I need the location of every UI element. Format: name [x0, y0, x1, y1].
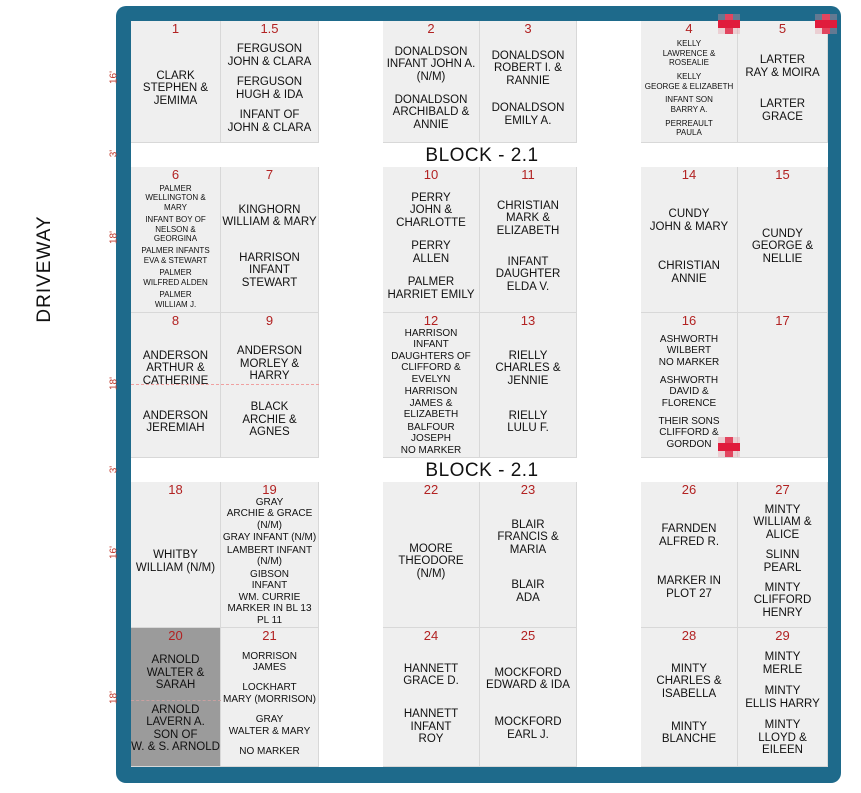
plot-entries	[221, 496, 318, 627]
plot-entries	[131, 642, 220, 766]
plot-5	[738, 21, 828, 143]
row-divider-dash	[131, 384, 319, 385]
burial-entry: PERREAULT PAULA	[665, 118, 713, 138]
plot-1	[131, 21, 221, 143]
burial-entry: MINTY LLOYD & EILEEN	[758, 719, 807, 757]
plot-number: 15	[775, 167, 790, 182]
plot-entries	[131, 496, 220, 627]
burial-entry: WHITBY WILLIAM (N/M)	[135, 549, 216, 574]
burial-entry: DONALDSON ARCHIBALD & ANNIE	[392, 93, 470, 131]
plot-entries	[641, 642, 737, 766]
burial-entry: LARTER GRACE	[759, 98, 806, 123]
burial-entry: MINTY BLANCHE	[661, 720, 717, 745]
plot-number: 26	[681, 482, 697, 497]
burial-entry: INFANT SON BARRY A.	[665, 95, 713, 114]
burial-entry: MARKER IN PLOT 27	[657, 575, 721, 600]
plot-number: 4	[685, 21, 693, 36]
plot-entries	[383, 327, 479, 457]
plot-number: 17	[775, 313, 790, 328]
burial-entry: ANDERSON MORLEY & HARRY	[236, 345, 303, 383]
plot-11	[480, 167, 577, 313]
burial-entry: PERRY ALLEN	[411, 240, 451, 265]
plot-entries	[738, 35, 827, 142]
burial-entry: DONALDSON ROBERT I. & RANNIE	[491, 49, 565, 87]
burial-entry: ASHWORTH DAVID & FLORENCE	[659, 374, 719, 409]
plot-entries	[221, 181, 318, 312]
burial-entry: PERRY JOHN & CHARLOTTE	[396, 191, 466, 229]
plot-number: 11	[521, 167, 535, 182]
plot-entries	[480, 327, 576, 457]
burial-entry: HANNETT GRACE D.	[403, 662, 459, 687]
plot-number: 22	[423, 482, 439, 497]
dimension-row-1: 16'	[108, 70, 120, 85]
burial-entry: KELLY LAWRENCE & ROSEALIE	[662, 39, 716, 68]
burial-entry: LOCKHART MARY (MORRISON)	[223, 682, 316, 705]
plot-entries	[131, 181, 220, 312]
burial-entry: PALMER WILFRED ALDEN	[143, 268, 208, 287]
plot-entries	[383, 642, 479, 766]
cross-marker-icon	[718, 437, 740, 457]
burial-entry: HANNETT INFANT ROY	[403, 708, 459, 745]
plot-3	[480, 21, 577, 143]
burial-entry: GRAY WALTER & MARY	[228, 714, 311, 737]
burial-entry: ANDERSON JEREMIAH	[142, 409, 209, 434]
plot-6	[131, 167, 221, 313]
plot-18	[131, 482, 221, 628]
plot-20	[131, 628, 221, 767]
plot-number: 18	[168, 482, 183, 497]
plot-entries	[738, 181, 827, 312]
burial-entry: BLAIR ADA	[511, 579, 545, 604]
burial-entry: ARNOLD LAVERN A. SON OF W. & S. ARNOLD	[131, 703, 220, 754]
plot-number: 8	[171, 313, 180, 328]
plot-entries	[383, 496, 479, 627]
burial-entry: MINTY ELLIS HARRY	[745, 685, 820, 710]
burial-entry: MINTY WILLIAM & ALICE	[753, 503, 812, 541]
plot-10	[383, 167, 480, 313]
burial-entry: INFANT DAUGHTER ELDA V.	[495, 255, 561, 293]
burial-entry: RIELLY CHARLES & JENNIE	[495, 349, 561, 387]
plot-entries	[221, 327, 318, 457]
burial-entry: RIELLY LULU F.	[507, 409, 549, 434]
burial-entry: PALMER WELLINGTON & MARY	[145, 183, 206, 212]
plot-number: 1	[171, 21, 180, 36]
plot-entries	[480, 35, 576, 142]
burial-entry: DONALDSON EMILY A.	[491, 102, 565, 127]
plot-number: 19	[262, 482, 277, 497]
plot-entries	[221, 35, 318, 142]
plot-entries	[480, 642, 576, 766]
plot-23	[480, 482, 577, 628]
burial-entry: FARNDEN ALFRED R.	[658, 523, 720, 548]
burial-entry: MINTY CHARLES & ISABELLA	[656, 662, 722, 700]
burial-entry: PALMER INFANTS EVA & STEWART	[141, 246, 210, 265]
burial-entry: PALMER WILLIAM J.	[154, 290, 197, 309]
driveway-label: DRIVEWAY	[34, 215, 55, 323]
plot-13	[480, 313, 577, 458]
burial-entry: BLAIR FRANCIS & MARIA	[497, 518, 559, 556]
plot-number: 13	[520, 313, 536, 328]
plot-entries	[383, 181, 479, 312]
plot-9	[221, 313, 319, 458]
dimension-row-2: 18'	[108, 230, 120, 245]
plot-number: 10	[423, 167, 439, 182]
plot-24	[383, 628, 480, 767]
burial-entry: NO MARKER	[239, 745, 300, 757]
plot-entries	[738, 642, 827, 766]
burial-entry: CUNDY JOHN & MARY	[649, 208, 729, 233]
burial-entry: KELLY GEORGE & ELIZABETH	[644, 72, 734, 91]
burial-entry: HARRISON INFANT DAUGHTERS OF CLIFFORD & EVELYN	[391, 327, 471, 385]
burial-entry: FERGUSON JOHN & CLARA	[227, 43, 312, 68]
burial-entry: ARNOLD WALTER & SARAH	[146, 654, 205, 692]
plot-8	[131, 313, 221, 458]
block-label-lower: BLOCK - 2.1	[425, 460, 539, 481]
burial-entry: CHRISTIAN MARK & ELIZABETH	[496, 199, 560, 237]
burial-entry: ASHWORTH WILBERT NO MARKER	[658, 333, 720, 368]
burial-entry: KINGHORN WILLIAM & MARY	[222, 203, 317, 229]
plot-27	[738, 482, 828, 628]
plot-2	[383, 21, 480, 143]
burial-entry: LARTER RAY & MOIRA	[745, 54, 820, 79]
burial-entry: DONALDSON INFANT JOHN A. (N/M)	[386, 45, 476, 83]
plot-entries	[738, 496, 827, 627]
burial-entry: MINTY CLIFFORD HENRY	[753, 581, 812, 619]
dimension-row-3: 18'	[108, 376, 120, 391]
burial-entry: CUNDY GEORGE & NELLIE	[751, 227, 814, 265]
plot-number: 20	[168, 628, 183, 643]
plot-25	[480, 628, 577, 767]
plot-12	[383, 313, 480, 458]
plot-number: 5	[778, 21, 787, 36]
plot-number: 29	[775, 628, 790, 643]
burial-entry: BLACK ARCHIE & AGNES	[242, 401, 297, 439]
burial-entry: MOORE THEODORE (N/M)	[398, 542, 464, 580]
plot-entries	[641, 35, 737, 142]
dimension-row-5: 18'	[108, 690, 120, 705]
burial-entry: INFANT OF JOHN & CLARA	[227, 109, 312, 134]
burial-entry: MOCKFORD EDWARD & IDA	[486, 666, 570, 692]
plot-1-5	[221, 21, 319, 143]
plot-7	[221, 167, 319, 313]
burial-entry: THEIR SONS CLIFFORD & GORDON	[658, 415, 720, 450]
burial-entry: HARRISON INFANT STEWART	[239, 251, 300, 289]
burial-entry: GRAY INFANT (N/M)	[222, 532, 317, 544]
cross-marker-icon	[718, 14, 740, 34]
burial-entry: FERGUSON HUGH & IDA	[235, 76, 304, 101]
plot-number: 3	[524, 21, 532, 36]
burial-entry: LAMBERT INFANT (N/M)	[226, 544, 313, 568]
dimension-row-4: 16'	[108, 545, 120, 560]
plot-21	[221, 628, 319, 767]
burial-entry: PALMER HARRIET EMILY	[387, 276, 475, 301]
burial-entry: INFANT BOY OF NELSON & GEORGINA	[145, 215, 206, 244]
plot-number: 14	[681, 167, 697, 182]
plot-number: 23	[520, 482, 536, 497]
plot-number: 1.5	[260, 21, 279, 36]
burial-entry: MOCKFORD EARL J.	[494, 716, 562, 741]
burial-entry: GIBSON INFANT WM. CURRIE MARKER IN BL 13 PL 11	[227, 568, 312, 626]
burial-entry: CHRISTIAN ANNIE	[658, 260, 720, 285]
plot-entries	[131, 35, 220, 142]
plot-15	[738, 167, 828, 313]
burial-entry: MORRISON JAMES	[242, 650, 297, 674]
dimension-aisle-2: 3'	[108, 465, 120, 474]
plot-22	[383, 482, 480, 628]
plot-number: 24	[423, 628, 439, 643]
plot-entries	[480, 181, 576, 312]
plot-28	[641, 628, 738, 767]
burial-entry: MINTY MERLE	[762, 651, 803, 676]
plot-number: 21	[262, 628, 277, 643]
plot-number: 28	[681, 628, 697, 643]
plot-number: 6	[171, 167, 180, 182]
plot-number: 2	[427, 21, 435, 36]
plot-entries	[641, 496, 737, 627]
plot-entries	[383, 35, 479, 142]
plot-entries	[738, 327, 827, 457]
plot-19	[221, 482, 319, 628]
plot-entries	[221, 642, 318, 766]
burial-entry: GRAY ARCHIE & GRACE (N/M)	[226, 496, 313, 531]
plot-29	[738, 628, 828, 767]
plot-number: 25	[520, 628, 536, 643]
plot-4	[641, 21, 738, 143]
plot-entries	[480, 496, 576, 627]
row-divider-dash	[131, 700, 221, 701]
block-label-upper: BLOCK - 2.1	[425, 145, 539, 166]
burial-entry: BALFOUR JOSEPH NO MARKER	[400, 421, 462, 456]
plot-14	[641, 167, 738, 313]
plot-number: 7	[265, 167, 274, 182]
plot-entries	[131, 327, 220, 457]
burial-entry: CLARK STEPHEN & JEMIMA	[142, 69, 209, 107]
dimension-aisle-1: 3'	[108, 149, 120, 158]
plot-number: 12	[423, 313, 439, 328]
plot-number: 9	[265, 313, 274, 328]
plot-entries	[641, 181, 737, 312]
plot-17	[738, 313, 828, 458]
burial-entry: ANDERSON ARTHUR & CATHERINE	[142, 349, 209, 387]
cross-marker-icon	[815, 14, 837, 34]
plot-number: 16	[681, 313, 697, 328]
burial-entry: HARRISON JAMES & ELIZABETH	[403, 386, 459, 421]
plot-number: 27	[775, 482, 790, 497]
burial-entry: SLINN PEARL	[763, 549, 802, 574]
plot-26	[641, 482, 738, 628]
